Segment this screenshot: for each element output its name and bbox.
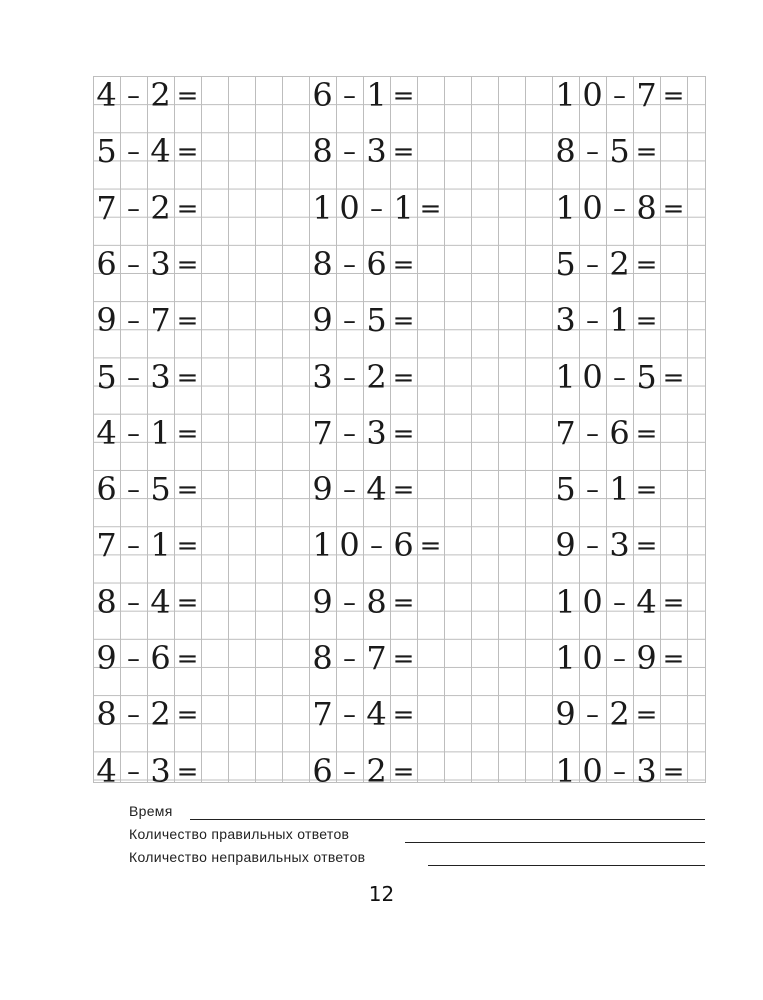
equals-sign: = [392, 306, 415, 337]
subtrahend-digit: 5 [636, 357, 657, 396]
subtrahend-digit: 2 [609, 695, 630, 734]
minus-sign: – [343, 81, 356, 111]
correct-answers-label: Количество правильных ответов [129, 826, 350, 842]
equals-sign: = [392, 644, 415, 674]
minus-sign: – [127, 249, 140, 280]
minuend-digit: 9 [555, 695, 576, 734]
minuend-digit: 9 [312, 582, 333, 621]
subtrahend-digit: 6 [609, 413, 630, 452]
equals-sign: = [392, 475, 415, 506]
minuend-digit: 8 [312, 244, 333, 283]
minuend-digit: 9 [312, 301, 333, 340]
subtrahend-digit: 3 [366, 132, 387, 171]
minus-sign: – [127, 756, 140, 787]
minuend-digit: 6 [96, 470, 117, 509]
minus-sign: – [127, 193, 140, 224]
minuend-digit: 9 [312, 470, 333, 509]
minuend-digit: 0 [582, 582, 603, 621]
minus-sign: – [127, 81, 140, 111]
subtrahend-digit: 5 [366, 301, 387, 340]
minus-sign: – [343, 587, 356, 618]
equals-sign: = [662, 644, 685, 674]
minus-sign: – [370, 193, 383, 224]
minuend-digit: 4 [96, 751, 117, 790]
equals-sign: = [176, 587, 199, 618]
minuend-digit: 0 [582, 751, 603, 790]
minuend-digit: 8 [555, 132, 576, 171]
equals-sign: = [176, 756, 199, 787]
subtrahend-digit: 8 [366, 582, 387, 621]
equals-sign: = [662, 193, 685, 224]
subtrahend-digit: 3 [150, 357, 171, 396]
minus-sign: – [127, 306, 140, 337]
minus-sign: – [127, 418, 140, 449]
minus-sign: – [343, 249, 356, 280]
equals-sign: = [635, 418, 658, 449]
minuend-digit: 1 [555, 639, 576, 677]
minuend-digit: 0 [582, 357, 603, 396]
subtrahend-digit: 4 [366, 470, 387, 509]
minuend-digit: 8 [312, 132, 333, 171]
subtrahend-digit: 5 [150, 470, 171, 509]
equals-sign: = [176, 81, 199, 111]
minuend-digit: 7 [312, 413, 333, 452]
minus-sign: – [127, 137, 140, 168]
equals-sign: = [635, 306, 658, 337]
minuend-digit: 1 [312, 526, 333, 565]
minus-sign: – [613, 587, 626, 618]
equals-sign: = [635, 249, 658, 280]
minuend-digit: 4 [96, 76, 117, 114]
minuend-digit: 4 [96, 413, 117, 452]
equals-sign: = [662, 756, 685, 787]
minuend-digit: 1 [555, 357, 576, 396]
minuend-digit: 9 [555, 526, 576, 565]
minuend-digit: 9 [96, 301, 117, 340]
equals-sign: = [176, 137, 199, 168]
subtrahend-digit: 2 [366, 357, 387, 396]
minus-sign: – [586, 137, 599, 168]
subtrahend-digit: 6 [366, 244, 387, 283]
equals-sign: = [392, 756, 415, 787]
minuend-digit: 7 [96, 526, 117, 565]
minuend-digit: 0 [582, 188, 603, 227]
subtrahend-digit: 2 [150, 76, 171, 114]
subtrahend-digit: 2 [366, 751, 387, 790]
subtrahend-digit: 2 [150, 695, 171, 734]
minus-sign: – [127, 531, 140, 562]
minus-sign: – [613, 644, 626, 674]
equals-sign: = [392, 700, 415, 731]
minus-sign: – [586, 531, 599, 562]
time-label: Время [129, 803, 173, 819]
minuend-digit: 8 [96, 582, 117, 621]
minuend-digit: 5 [96, 357, 117, 396]
subtrahend-digit: 1 [393, 188, 414, 227]
minuend-digit: 8 [96, 695, 117, 734]
minus-sign: – [343, 644, 356, 674]
minus-sign: – [127, 644, 140, 674]
incorrect-answers-line[interactable] [428, 865, 705, 866]
subtrahend-digit: 1 [366, 76, 387, 114]
minuend-digit: 1 [555, 188, 576, 227]
page-number: 12 [368, 882, 395, 906]
minus-sign: – [586, 306, 599, 337]
minuend-digit: 5 [555, 470, 576, 509]
subtrahend-digit: 1 [609, 301, 630, 340]
equals-sign: = [176, 306, 199, 337]
minus-sign: – [613, 756, 626, 787]
minuend-digit: 0 [339, 526, 360, 565]
minuend-digit: 1 [312, 188, 333, 227]
subtrahend-digit: 5 [609, 132, 630, 171]
equals-sign: = [635, 700, 658, 731]
subtrahend-digit: 6 [150, 639, 171, 677]
equals-sign: = [392, 418, 415, 449]
equals-sign: = [635, 137, 658, 168]
subtrahend-digit: 4 [366, 695, 387, 734]
subtrahend-digit: 3 [366, 413, 387, 452]
subtrahend-digit: 7 [366, 639, 387, 677]
minuend-digit: 3 [555, 301, 576, 340]
minus-sign: – [343, 306, 356, 337]
minus-sign: – [586, 700, 599, 731]
subtrahend-digit: 8 [636, 188, 657, 227]
subtrahend-digit: 4 [636, 582, 657, 621]
minus-sign: – [613, 193, 626, 224]
minus-sign: – [343, 362, 356, 393]
minuend-digit: 6 [312, 76, 333, 114]
subtrahend-digit: 1 [609, 470, 630, 509]
equals-sign: = [392, 81, 415, 111]
minuend-digit: 0 [339, 188, 360, 227]
minuend-digit: 7 [312, 695, 333, 734]
minuend-digit: 6 [312, 751, 333, 790]
subtrahend-digit: 7 [150, 301, 171, 340]
subtrahend-digit: 3 [636, 751, 657, 790]
minuend-digit: 1 [555, 751, 576, 790]
minus-sign: – [127, 475, 140, 506]
equals-sign: = [419, 193, 442, 224]
equals-sign: = [662, 362, 685, 393]
equals-sign: = [635, 531, 658, 562]
equals-sign: = [419, 531, 442, 562]
equals-sign: = [176, 531, 199, 562]
minus-sign: – [127, 362, 140, 393]
equals-sign: = [176, 644, 199, 674]
worksheet-grid [93, 76, 706, 790]
minus-sign: – [343, 137, 356, 168]
minuend-digit: 0 [582, 639, 603, 677]
minuend-digit: 0 [582, 76, 603, 114]
minus-sign: – [370, 531, 383, 562]
subtrahend-digit: 6 [393, 526, 414, 565]
equals-sign: = [176, 193, 199, 224]
minuend-digit: 5 [555, 244, 576, 283]
subtrahend-digit: 2 [609, 244, 630, 283]
minuend-digit: 7 [96, 188, 117, 227]
minuend-digit: 5 [96, 132, 117, 171]
equals-sign: = [176, 475, 199, 506]
equals-sign: = [176, 249, 199, 280]
incorrect-answers-label: Количество неправильных ответов [129, 849, 366, 865]
minuend-digit: 1 [555, 582, 576, 621]
minuend-digit: 8 [312, 639, 333, 677]
minus-sign: – [586, 475, 599, 506]
subtrahend-digit: 9 [636, 639, 657, 677]
subtrahend-digit: 2 [150, 188, 171, 227]
subtrahend-digit: 1 [150, 526, 171, 565]
subtrahend-digit: 3 [609, 526, 630, 565]
minuend-digit: 9 [96, 639, 117, 677]
subtrahend-digit: 7 [636, 76, 657, 114]
minuend-digit: 1 [555, 76, 576, 114]
subtrahend-digit: 3 [150, 751, 171, 790]
time-answer-line[interactable] [190, 819, 705, 820]
equals-sign: = [176, 700, 199, 731]
equals-sign: = [662, 81, 685, 111]
minuend-digit: 7 [555, 413, 576, 452]
minus-sign: – [613, 81, 626, 111]
minus-sign: – [127, 587, 140, 618]
subtrahend-digit: 1 [150, 413, 171, 452]
minus-sign: – [586, 418, 599, 449]
minus-sign: – [586, 249, 599, 280]
equals-sign: = [392, 587, 415, 618]
equals-sign: = [176, 418, 199, 449]
equals-sign: = [635, 475, 658, 506]
equals-sign: = [392, 362, 415, 393]
minuend-digit: 6 [96, 244, 117, 283]
equals-sign: = [392, 249, 415, 280]
subtrahend-digit: 4 [150, 132, 171, 171]
subtrahend-digit: 3 [150, 244, 171, 283]
equals-sign: = [392, 137, 415, 168]
minus-sign: – [613, 362, 626, 393]
equals-sign: = [662, 587, 685, 618]
minus-sign: – [343, 756, 356, 787]
equals-sign: = [176, 362, 199, 393]
minus-sign: – [343, 700, 356, 731]
correct-answers-line[interactable] [405, 842, 705, 843]
minuend-digit: 3 [312, 357, 333, 396]
minus-sign: – [343, 475, 356, 506]
subtrahend-digit: 4 [150, 582, 171, 621]
minus-sign: – [127, 700, 140, 731]
minus-sign: – [343, 418, 356, 449]
